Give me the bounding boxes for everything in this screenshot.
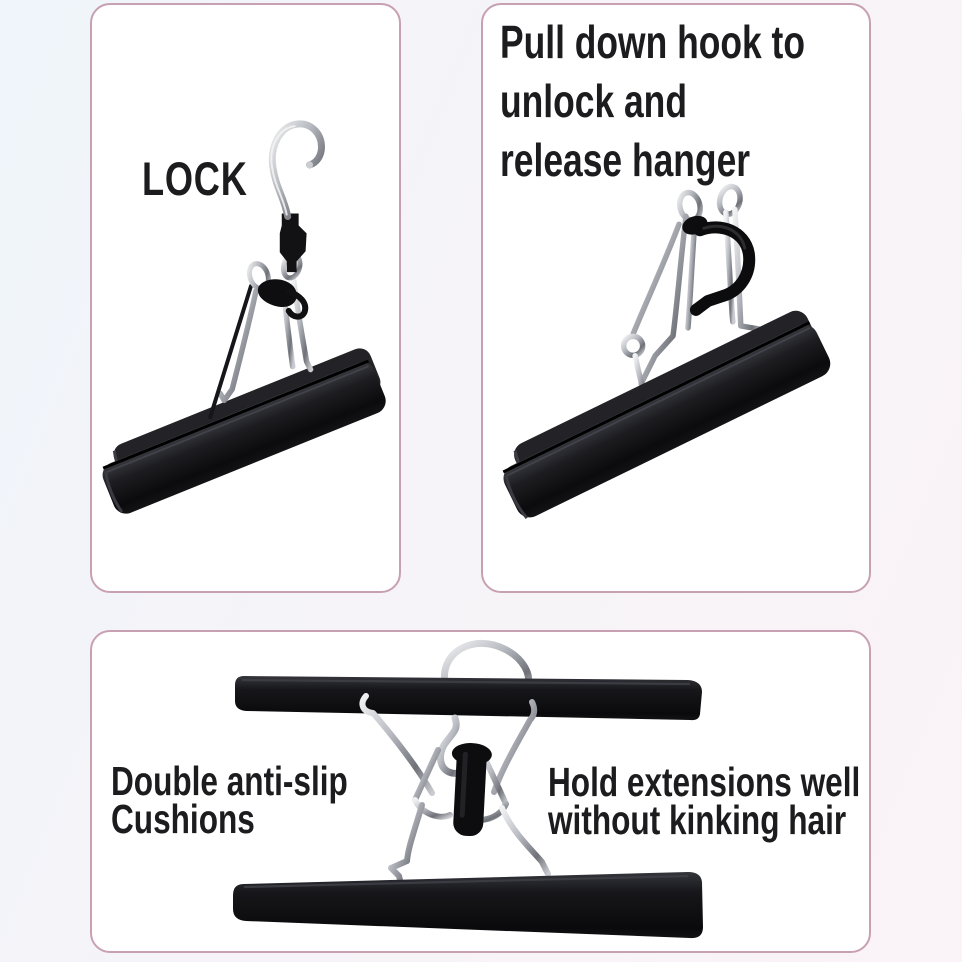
unlock-caption-line: unlock and [500,75,687,127]
cushions-caption-line: Cushions [111,796,255,842]
panel-unlock [481,3,871,593]
lock-caption: LOCK [142,152,248,205]
bottom-bar [233,872,703,938]
hanger-locked-photo [92,5,399,591]
panel-front-view [90,630,871,953]
cushions-caption-line: Double anti-slip [111,758,348,804]
hanger-hook [271,124,321,217]
unlock-caption [500,13,805,190]
unlock-caption-line: release hanger [500,134,751,186]
top-bar [235,676,702,720]
hold-extensions-caption [548,759,861,843]
unlock-caption-line: Pull down hook to [500,16,805,68]
clamp-bar [93,345,391,518]
cushions-caption [111,758,348,842]
lock-lever [448,742,493,837]
panel-lock [90,3,401,593]
hold-extensions-caption-line: without kinking hair [548,797,847,843]
hold-extensions-caption-line: Hold extensions well [548,759,861,805]
clamp-bar [492,306,835,523]
